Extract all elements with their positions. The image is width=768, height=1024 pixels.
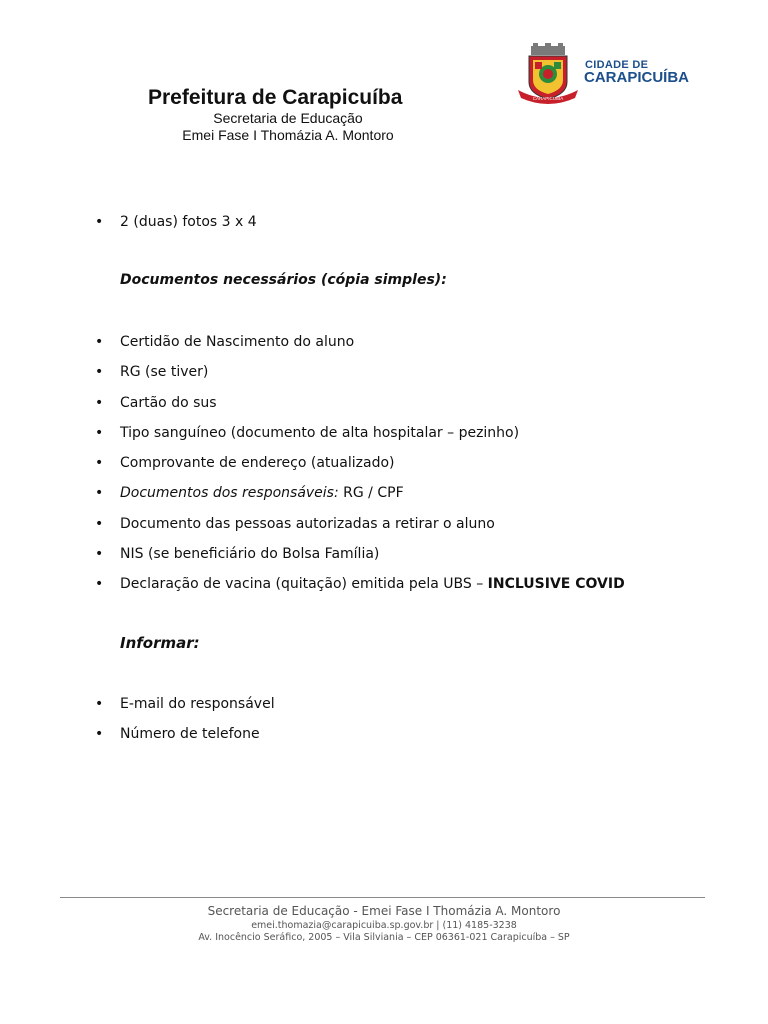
logo-text-cidade-de: CIDADE DE: [585, 59, 649, 71]
list-item: • Comprovante de endereço (atualizado): [0, 453, 625, 483]
footer-divider: [60, 897, 705, 898]
page-title: Prefeitura de Carapicuíba: [148, 86, 403, 109]
city-logo: [515, 42, 695, 106]
document-header: [0, 0, 768, 160]
footer-address: Av. Inocêncio Seráfico, 2005 – Vila Silviania – CEP 06361-021 Carapicuíba – SP: [198, 932, 570, 943]
header-subtitle-secretaria: Secretaria de Educação: [213, 110, 363, 126]
informar-list: [0, 694, 275, 755]
informar-heading: Informar:: [120, 634, 200, 652]
list-item: • Documento das pessoas autorizadas a retirar o aluno: [0, 514, 625, 544]
footer-contact: emei.thomazia@carapicuiba.sp.gov.br | (11) 4185-3238: [251, 920, 517, 931]
vacina-bold-text: INCLUSIVE COVID: [487, 576, 625, 593]
list-item: • RG (se tiver): [0, 362, 625, 392]
list-item: • Certidão de Nascimento do aluno: [0, 332, 625, 362]
responsaveis-value: RG / CPF: [338, 485, 404, 502]
list-item: • E-mail do responsável: [0, 694, 275, 724]
list-item: • NIS (se beneficiário do Bolsa Família): [0, 544, 625, 574]
list-item: • Número de telefone: [0, 724, 275, 754]
documents-list: [0, 332, 625, 605]
list-item-responsaveis: [0, 483, 625, 513]
list-item: • 2 (duas) fotos 3 x 4: [0, 212, 257, 242]
list-item: • Tipo sanguíneo (documento de alta hospitalar – pezinho): [0, 423, 625, 453]
logo-text-carapicuiba: CARAPICUÍBA: [584, 69, 689, 86]
list-item: • Cartão do sus: [0, 393, 625, 423]
header-subtitle-school: Emei Fase I Thomázia A. Montoro: [182, 127, 394, 143]
list-item-vacina: [0, 574, 625, 604]
responsaveis-label: Documentos dos responsáveis:: [120, 485, 339, 502]
logo-banner-text: CARAPICUIBA: [532, 96, 564, 101]
coat-of-arms-icon: [515, 42, 581, 106]
vacina-text: Declaração de vacina (quitação) emitida pela UBS –: [120, 576, 488, 593]
footer-line-1: Secretaria de Educação - Emei Fase I Thomázia A. Montoro: [207, 904, 561, 918]
photos-list: [0, 212, 257, 242]
documents-heading: Documentos necessários (cópia simples):: [120, 272, 447, 288]
